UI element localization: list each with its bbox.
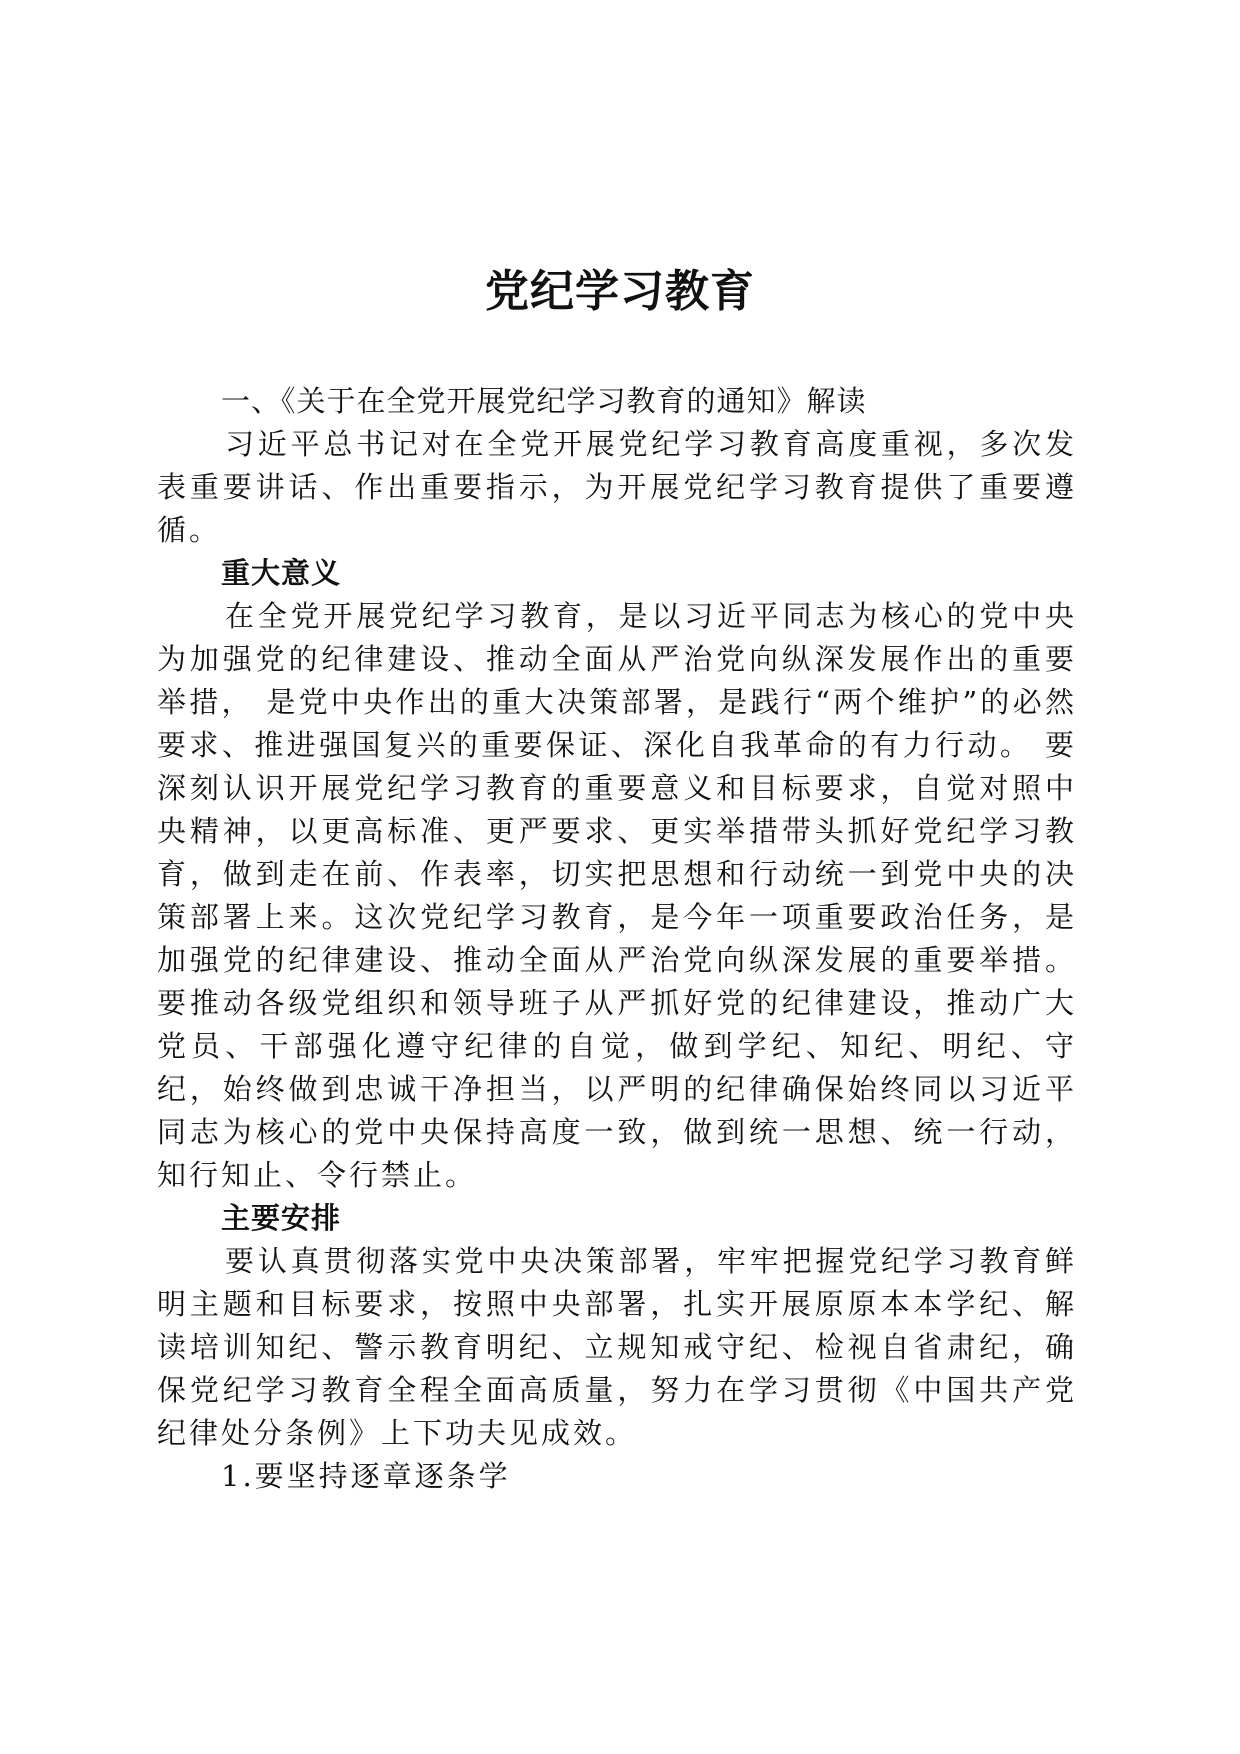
significance-heading: 重大意义 xyxy=(221,556,342,590)
section-heading: 一、《关于在全党开展党纪学习教育的通知》解读 xyxy=(221,384,867,418)
document-body xyxy=(157,380,1077,1498)
significance-paragraph: 在全党开展党纪学习教育，是以习近平同志为核心的党中央为加强党的纪律建设、推动全面从严治党向纵深发展作出的重要举措， 是党中央作出的重大决策部署，是践行“两个维护”的必然要求、推进强国复兴的重要保证、深化自我革命的有力行动。 要深刻认识开展党纪学习教育的重要意义和目标要求，自觉对照中央精神，以更高标准、更严要求、更实举措带头抓好党纪学习教育，做到走在前、作表率，切实把思想和行动统一到党中央的决策部署上来。这次党纪学习教育，是今年一项重要政治任务，是加强党的纪律建设、推动全面从严治党向纵深发展的重要举措。要推动各级党组织和领导班子从严抓好党的纪律建设，推动广大党员、干部强化遵守纪律的自觉，做到学纪、知纪、明纪、守纪，始终做到忠诚干净担当，以严明的纪律确保始终同以习近平同志为核心的党中央保持高度一致，做到统一思想、统一行动，知行知止、令行禁止。 xyxy=(157,599,1077,1192)
intro-paragraph: 习近平总书记对在全党开展党纪学习教育高度重视，多次发表重要讲话、作出重要指示，为开展党纪学习教育提供了重要遵循。 xyxy=(157,427,1077,547)
document-title: 党纪学习教育 xyxy=(485,266,755,317)
arrangement-heading: 主要安排 xyxy=(221,1201,342,1235)
arrangement-paragraph: 要认真贯彻落实党中央决策部署，牢牢把握党纪学习教育鲜明主题和目标要求，按照中央部署，扎实开展原原本本学纪、解读培训知纪、警示教育明纪、立规知戒守纪、检视自省肃纪，确保党纪学习教育全程全面高质量，努力在学习贯彻《中国共产党纪律处分条例》上下功夫见成效。 xyxy=(157,1244,1077,1450)
list-item: 1.要坚持逐章逐条学 xyxy=(221,1459,511,1493)
